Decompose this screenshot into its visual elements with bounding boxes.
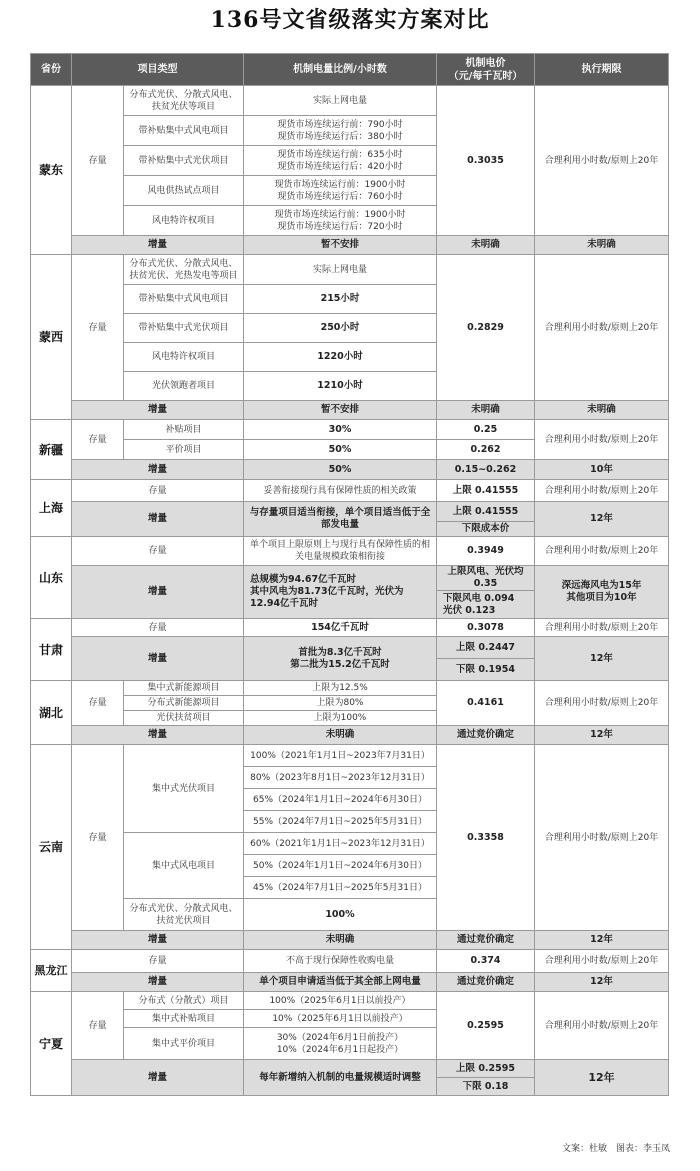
ratio-cell: 总规模为94.67亿千瓦时 其中风电为81.73亿千瓦时，光伏为12.94亿千瓦时 — [244, 566, 437, 619]
price-cell: 0.3035 — [437, 86, 535, 236]
ratio-cell: 1220小时 — [244, 343, 437, 372]
province-mengdong: 蒙东 — [31, 86, 72, 255]
ratio-cell: 45%（2024年7月1日~2025年5月31日） — [244, 877, 437, 899]
increment-label: 增量 — [72, 637, 244, 681]
province-xinjiang: 新疆 — [31, 420, 72, 480]
increment-label: 增量 — [72, 726, 244, 745]
term-cell: 合理利用小时数/原则上20年 — [535, 950, 669, 973]
project-type: 带补贴集中式光伏项目 — [124, 146, 244, 176]
project-type: 风电供热试点项目 — [124, 176, 244, 206]
ratio-cell: 50% — [244, 440, 437, 460]
price-cell: 0.4161 — [437, 681, 535, 726]
term-cell: 未明确 — [535, 236, 669, 255]
project-type: 分布式（分散式）项目 — [124, 992, 244, 1010]
increment-label: 增量 — [72, 931, 244, 950]
stock-label: 存量 — [72, 420, 124, 460]
project-type: 集中式新能源项目 — [124, 681, 244, 696]
price-lower-cell: 下限 0.18 — [437, 1078, 535, 1096]
ratio-cell: 55%（2024年7月1日~2025年5月31日） — [244, 811, 437, 833]
increment-row — [31, 460, 669, 480]
stock-label: 存量 — [72, 86, 124, 236]
price-cell: 0.2595 — [437, 992, 535, 1060]
price-cell: 0.3078 — [437, 619, 535, 637]
price-cell: 上限 0.41555 — [437, 480, 535, 502]
header-province: 省份 — [31, 54, 72, 86]
price-cell: 0.25 — [437, 420, 535, 440]
project-type: 风电特许权项目 — [124, 343, 244, 372]
page-title: 136号文省级落实方案对比 — [210, 7, 490, 33]
increment-row — [31, 973, 669, 992]
project-type: 风电特许权项目 — [124, 206, 244, 236]
term-cell: 合理利用小时数/原则上20年 — [535, 992, 669, 1060]
term-cell: 12年 — [535, 502, 669, 537]
table-row — [31, 619, 669, 637]
project-type: 集中式平价项目 — [124, 1028, 244, 1060]
project-type: 带补贴集中式光伏项目 — [124, 314, 244, 343]
table-header-row — [31, 54, 669, 86]
ratio-cell: 100%（2021年1月1日~2023年7月31日） — [244, 745, 437, 767]
increment-label: 增量 — [72, 973, 244, 992]
increment-row — [31, 637, 669, 659]
ratio-cell: 单个项目申请适当低于其全部上网电量 — [244, 973, 437, 992]
increment-label: 增量 — [72, 236, 244, 255]
table-row — [31, 992, 669, 1010]
ratio-cell: 215小时 — [244, 285, 437, 314]
ratio-cell: 250小时 — [244, 314, 437, 343]
project-type: 光伏领跑者项目 — [124, 372, 244, 401]
price-cell: 0.374 — [437, 950, 535, 973]
term-cell: 合理利用小时数/原则上20年 — [535, 480, 669, 502]
ratio-cell: 单个项目上限原则上与现行具有保障性质的相关电量规模政策相衔接 — [244, 537, 437, 566]
stock-label: 存量 — [72, 619, 244, 637]
project-type: 集中式风电项目 — [124, 833, 244, 899]
price-lower-cell: 下限风电 0.094 光伏 0.123 — [437, 591, 535, 619]
increment-label: 增量 — [72, 502, 244, 537]
ratio-cell: 50%（2024年1月1日~2024年6月30日） — [244, 855, 437, 877]
increment-row — [31, 1060, 669, 1078]
price-upper-cell: 上限 0.41555 — [437, 502, 535, 522]
increment-row — [31, 236, 669, 255]
ratio-cell: 60%（2021年1月1日~2023年12月31日） — [244, 833, 437, 855]
ratio-cell: 实际上网电量 — [244, 86, 437, 116]
stock-label: 存量 — [72, 681, 124, 726]
project-type: 光伏扶贫项目 — [124, 711, 244, 726]
price-cell: 通过竞价确定 — [437, 726, 535, 745]
term-cell: 12年 — [535, 1060, 669, 1096]
ratio-cell: 100%（2025年6月1日以前投产） — [244, 992, 437, 1010]
ratio-cell: 不高于现行保障性收购电量 — [244, 950, 437, 973]
table-row — [31, 537, 669, 566]
ratio-cell: 每年新增纳入机制的电量规模适时调整 — [244, 1060, 437, 1096]
project-type: 集中式光伏项目 — [124, 745, 244, 833]
term-cell: 合理利用小时数/原则上20年 — [535, 745, 669, 931]
price-cell: 通过竞价确定 — [437, 973, 535, 992]
increment-row — [31, 726, 669, 745]
project-type: 带补贴集中式风电项目 — [124, 116, 244, 146]
ratio-cell: 暂不安排 — [244, 401, 437, 420]
province-shandong: 山东 — [31, 537, 72, 619]
project-type: 带补贴集中式风电项目 — [124, 285, 244, 314]
increment-label: 增量 — [72, 401, 244, 420]
price-cell: 0.262 — [437, 440, 535, 460]
price-cell: 未明确 — [437, 401, 535, 420]
header-price: 机制电价 （元/每千瓦时） — [437, 54, 535, 86]
term-cell: 合理利用小时数/原则上20年 — [535, 86, 669, 236]
province-heilongjiang: 黑龙江 — [31, 950, 72, 992]
term-cell: 12年 — [535, 973, 669, 992]
increment-label: 增量 — [72, 460, 244, 480]
ratio-cell: 现货市场连续运行前：1900小时 现货市场连续运行后：720小时 — [244, 206, 437, 236]
province-yunnan: 云南 — [31, 745, 72, 950]
price-lower-cell: 下限成本价 — [437, 522, 535, 537]
project-type: 分布式光伏、分散式风电、 扶贫光伏、光热发电等项目 — [124, 255, 244, 285]
ratio-cell: 80%（2023年8月1日~2023年12月31日） — [244, 767, 437, 789]
ratio-cell: 154亿千瓦时 — [244, 619, 437, 637]
ratio-cell: 未明确 — [244, 726, 437, 745]
province-mengxi: 蒙西 — [31, 255, 72, 420]
ratio-cell: 未明确 — [244, 931, 437, 950]
ratio-cell: 首批为8.3亿千瓦时 第二批为15.2亿千瓦时 — [244, 637, 437, 681]
price-cell: 0.3358 — [437, 745, 535, 931]
ratio-cell: 上限为100% — [244, 711, 437, 726]
table-row — [31, 745, 669, 767]
term-cell: 合理利用小时数/原则上20年 — [535, 255, 669, 401]
ratio-cell: 50% — [244, 460, 437, 480]
project-type: 集中式补贴项目 — [124, 1010, 244, 1028]
ratio-cell: 现货市场连续运行前：635小时 现货市场连续运行后：420小时 — [244, 146, 437, 176]
project-type: 分布式光伏、分散式风电、 扶贫光伏项目 — [124, 899, 244, 931]
price-cell: 未明确 — [437, 236, 535, 255]
province-shanghai: 上海 — [31, 480, 72, 537]
header-ratio: 机制电量比例/小时数 — [244, 54, 437, 86]
term-cell: 深远海风电为15年 其他项目为10年 — [535, 566, 669, 619]
ratio-cell: 上限为80% — [244, 696, 437, 711]
price-cell: 通过竞价确定 — [437, 931, 535, 950]
credit-line: 文案：杜敏 图表：李玉凤 — [561, 1144, 670, 1154]
ratio-cell: 实际上网电量 — [244, 255, 437, 285]
ratio-cell: 1210小时 — [244, 372, 437, 401]
table-row — [31, 480, 669, 502]
increment-row — [31, 566, 669, 591]
project-type: 分布式新能源项目 — [124, 696, 244, 711]
term-cell: 12年 — [535, 637, 669, 681]
project-type: 补贴项目 — [124, 420, 244, 440]
ratio-cell: 30% — [244, 420, 437, 440]
ratio-cell: 与存量项目适当衔接，单个项目适当低于全部发电量 — [244, 502, 437, 537]
increment-row — [31, 502, 669, 522]
ratio-cell: 上限为12.5% — [244, 681, 437, 696]
table-row — [31, 950, 669, 973]
term-cell: 合理利用小时数/原则上20年 — [535, 537, 669, 566]
term-cell: 合理利用小时数/原则上20年 — [535, 420, 669, 460]
price-upper-cell: 上限风电、光伏均0.35 — [437, 566, 535, 591]
term-cell: 12年 — [535, 726, 669, 745]
price-cell: 0.15~0.262 — [437, 460, 535, 480]
ratio-cell: 65%（2024年1月1日~2024年6月30日） — [244, 789, 437, 811]
ratio-cell: 妥善衔接现行具有保障性质的相关政策 — [244, 480, 437, 502]
province-hubei: 湖北 — [31, 681, 72, 745]
increment-label: 增量 — [72, 566, 244, 619]
term-cell: 12年 — [535, 931, 669, 950]
stock-label: 存量 — [72, 537, 244, 566]
ratio-cell: 30%（2024年6月1日前投产） 10%（2024年6月1日起投产） — [244, 1028, 437, 1060]
term-cell: 合理利用小时数/原则上20年 — [535, 619, 669, 637]
increment-row — [31, 931, 669, 950]
price-lower-cell: 下限 0.1954 — [437, 659, 535, 681]
ratio-cell: 暂不安排 — [244, 236, 437, 255]
comparison-table — [30, 53, 669, 1096]
province-ningxia: 宁夏 — [31, 992, 72, 1096]
price-upper-cell: 上限 0.2595 — [437, 1060, 535, 1078]
ratio-cell: 100% — [244, 899, 437, 931]
ratio-cell: 现货市场连续运行前：790小时 现货市场连续运行后：380小时 — [244, 116, 437, 146]
project-type: 平价项目 — [124, 440, 244, 460]
stock-label: 存量 — [72, 745, 124, 931]
stock-label: 存量 — [72, 480, 244, 502]
header-project-type: 项目类型 — [72, 54, 244, 86]
increment-row — [31, 401, 669, 420]
increment-label: 增量 — [72, 1060, 244, 1096]
header-term: 执行期限 — [535, 54, 669, 86]
ratio-cell: 现货市场连续运行前：1900小时 现货市场连续运行后：760小时 — [244, 176, 437, 206]
province-gansu: 甘肃 — [31, 619, 72, 681]
table-row — [31, 420, 669, 440]
project-type: 分布式光伏、分散式风电、 扶贫光伏等项目 — [124, 86, 244, 116]
term-cell: 合理利用小时数/原则上20年 — [535, 681, 669, 726]
stock-label: 存量 — [72, 255, 124, 401]
price-cell: 0.3949 — [437, 537, 535, 566]
stock-label: 存量 — [72, 992, 124, 1060]
price-upper-cell: 上限 0.2447 — [437, 637, 535, 659]
term-cell: 10年 — [535, 460, 669, 480]
term-cell: 未明确 — [535, 401, 669, 420]
table-row — [31, 255, 669, 285]
price-cell: 0.2829 — [437, 255, 535, 401]
ratio-cell: 10%（2025年6月1日以前投产） — [244, 1010, 437, 1028]
table-row — [31, 681, 669, 696]
table-row — [31, 86, 669, 116]
stock-label: 存量 — [72, 950, 244, 973]
